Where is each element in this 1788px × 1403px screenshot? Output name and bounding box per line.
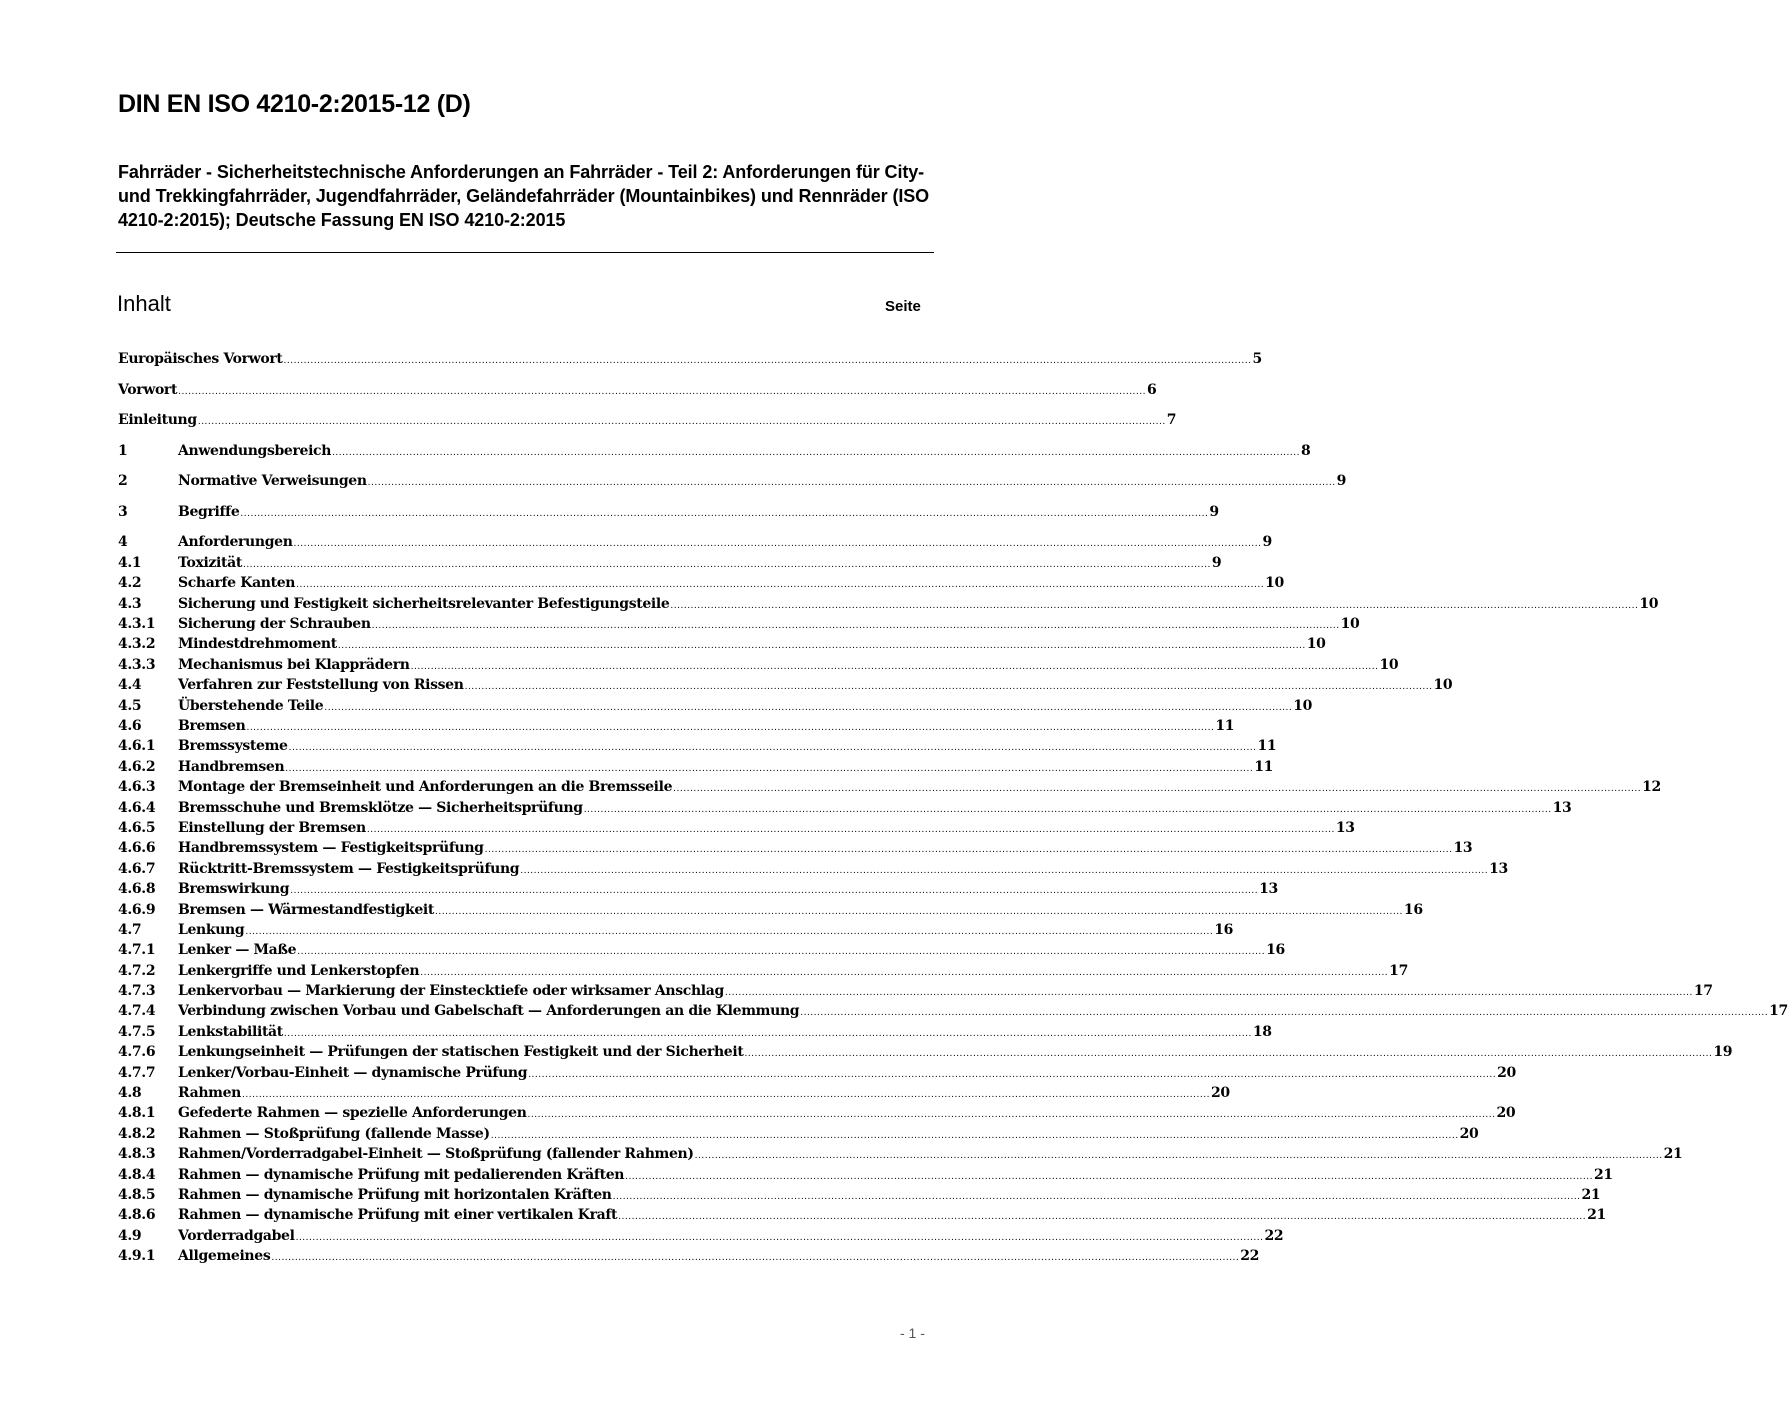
toc-entry-number: 4.7.4 — [118, 1003, 156, 1020]
toc-entry-number: 4.6.7 — [118, 860, 156, 877]
toc-entry-text: Lenker — Maße — [178, 942, 297, 959]
toc-entry-4-7[interactable] — [118, 920, 1234, 940]
dot-leader — [420, 963, 1388, 983]
toc-entry-text: Lenkergriffe und Lenkerstopfen — [178, 962, 420, 979]
toc-entry-vorwort[interactable] — [118, 380, 1157, 400]
toc-entry-text: Toxizität — [178, 554, 242, 571]
dot-leader — [695, 1146, 1663, 1166]
toc-entry-number: 4.7.1 — [118, 942, 156, 959]
toc-entry-4-7-4[interactable] — [118, 1001, 1788, 1021]
toc-entry-text: Einleitung — [118, 412, 197, 429]
toc-entry-page: 22 — [1264, 1227, 1284, 1244]
toc-entry-text: Handbremsen — [178, 758, 285, 775]
dot-leader — [271, 1248, 1239, 1268]
dot-leader — [242, 1085, 1210, 1105]
toc-entry-text: Anwendungsbereich — [178, 442, 332, 459]
toc-entry-text: Scharfe Kanten — [178, 575, 296, 592]
toc-entry-page: 10 — [1379, 656, 1399, 673]
toc-entry-text: Europäisches Vorwort — [118, 351, 283, 367]
toc-entry-text: Bremsen — Wärmestandfestigkeit — [178, 901, 434, 918]
toc-entry-page: 22 — [1240, 1248, 1260, 1265]
toc-entry-page: 20 — [1459, 1125, 1479, 1142]
toc-entry-number: 4.6.2 — [118, 758, 156, 775]
toc-entry-page: 16 — [1403, 901, 1423, 918]
dot-leader — [670, 596, 1638, 616]
toc-entry-number: 4.6.6 — [118, 840, 156, 857]
toc-entry-text: Gefederte Rahmen — spezielle Anforderungen — [178, 1105, 527, 1122]
toc-entry-page: 9 — [1209, 503, 1219, 520]
toc-entry-text: Rücktritt-Bremssystem — Festigkeitsprüfung — [178, 860, 520, 877]
toc-entry-number: 4 — [118, 534, 128, 551]
dot-leader — [243, 555, 1211, 575]
dot-leader — [178, 382, 1146, 402]
toc-entry-page: 11 — [1215, 717, 1235, 734]
toc-entry-number: 4.6.1 — [118, 738, 156, 755]
toc-entry-page: 11 — [1254, 758, 1273, 775]
toc-entry-page: 21 — [1663, 1146, 1683, 1163]
toc-entry-page: 9 — [1211, 554, 1222, 571]
toc-entry-page: 13 — [1453, 840, 1473, 857]
dot-leader — [520, 861, 1488, 881]
toc-entry-page: 16 — [1214, 921, 1234, 938]
toc-entry-number: 4.8.3 — [118, 1146, 156, 1163]
dot-leader — [245, 922, 1213, 942]
dot-leader — [491, 1126, 1459, 1146]
toc-entry-4-4[interactable] — [118, 675, 1453, 695]
toc-entry-text: Rahmen — dynamische Prüfung mit einer vertikalen Kraft — [178, 1207, 618, 1224]
dot-leader — [294, 534, 1262, 554]
toc-entry-text: Mechanismus bei Klapprädern — [178, 656, 410, 673]
toc-entry-number: 4.2 — [118, 575, 142, 592]
toc-entry-4-3-1[interactable] — [118, 614, 1360, 634]
toc-entry-4-2[interactable] — [118, 573, 1284, 593]
dot-leader — [297, 942, 1265, 962]
toc-entry-4-8[interactable] — [118, 1083, 1230, 1103]
toc-entry-text: Normative Verweisungen — [178, 473, 367, 490]
toc-entry-page: 9 — [1262, 534, 1272, 551]
dot-leader — [198, 412, 1166, 432]
dot-leader — [284, 351, 1252, 371]
toc-entry-page: 10 — [1340, 616, 1360, 633]
toc-entry-4-9[interactable] — [118, 1226, 1284, 1246]
dot-leader — [435, 902, 1403, 922]
toc-entry-page: 17 — [1769, 1003, 1788, 1020]
toc-entry-text: Lenkung — [178, 921, 245, 938]
toc-entry-2[interactable] — [118, 471, 1346, 491]
toc-entry-number: 4.6 — [118, 717, 142, 734]
toc-entry-text: Rahmen — dynamische Prüfung mit horizontalen Kräften — [178, 1186, 612, 1203]
toc-entry-number: 4.6.3 — [118, 779, 156, 796]
toc-entry-text: Lenkungseinheit — Prüfungen der statischen Festigkeit und der Sicherheit — [178, 1044, 744, 1061]
toc-entry-number: 1 — [118, 442, 128, 459]
table-of-contents — [118, 349, 1788, 1267]
document-id: DIN EN ISO 4210-2:2015-12 (D) — [118, 90, 471, 118]
dot-leader — [332, 443, 1300, 463]
toc-entry-number: 4.6.9 — [118, 901, 156, 918]
toc-entry-page: 12 — [1642, 779, 1661, 796]
toc-entry-4-9-1[interactable] — [118, 1246, 1260, 1266]
toc-entry-number: 4.6.5 — [118, 819, 156, 836]
dot-leader — [673, 779, 1641, 799]
dot-leader — [613, 1187, 1581, 1207]
toc-entry-4-6-1[interactable] — [118, 736, 1277, 756]
toc-entry-4-7-1[interactable] — [118, 940, 1285, 960]
dot-leader — [246, 718, 1214, 738]
toc-entry-page: 17 — [1693, 983, 1713, 1000]
toc-entry-europaeisches-vorwort[interactable] — [118, 349, 1262, 369]
toc-entry-4-6-3[interactable] — [118, 777, 1661, 797]
toc-entry-3[interactable] — [118, 502, 1219, 522]
dot-leader — [411, 657, 1379, 677]
dot-leader — [528, 1065, 1496, 1085]
page-column-label: Seite — [885, 298, 921, 315]
dot-leader — [465, 677, 1433, 697]
toc-entry-4-6-5[interactable] — [118, 818, 1355, 838]
toc-entry-number: 4.5 — [118, 697, 142, 714]
toc-entry-page: 10 — [1293, 697, 1313, 714]
dot-leader — [285, 759, 1253, 779]
toc-entry-einleitung[interactable] — [118, 410, 1177, 430]
toc-entry-4-3-3[interactable] — [118, 655, 1399, 675]
toc-entry-number: 4.8.2 — [118, 1125, 156, 1142]
toc-entry-text: Handbremssystem — Festigkeitsprüfung — [178, 840, 484, 857]
toc-entry-4-7-2[interactable] — [118, 961, 1408, 981]
toc-entry-text: Montage der Bremseinheit und Anforderungen an die Bremsseile — [178, 779, 673, 796]
toc-entry-text: Lenkervorbau — Markierung der Einstecktiefe oder wirksamer Anschlag — [178, 983, 724, 1000]
toc-heading: Inhalt — [117, 291, 171, 316]
toc-entry-number: 2 — [118, 473, 128, 490]
toc-entry-number: 4.8.1 — [118, 1105, 156, 1122]
toc-entry-page: 13 — [1552, 799, 1572, 816]
toc-entry-number: 3 — [118, 503, 128, 520]
toc-entry-text: Sicherung und Festigkeit sicherheitsrelevanter Befestigungsteile — [178, 595, 670, 612]
dot-leader — [338, 636, 1306, 656]
toc-entry-text: Vorwort — [118, 381, 178, 398]
toc-entry-page: 10 — [1639, 595, 1659, 612]
toc-entry-number: 4.7.7 — [118, 1064, 156, 1081]
toc-entry-1[interactable] — [118, 441, 1311, 461]
toc-entry-number: 4.1 — [118, 554, 142, 571]
toc-entry-4-6-2[interactable] — [118, 757, 1273, 777]
toc-entry-page: 21 — [1581, 1186, 1601, 1203]
toc-entry-number: 4.4 — [118, 677, 142, 694]
dot-leader — [528, 1105, 1496, 1125]
toc-entry-text: Bremsen — [178, 717, 246, 734]
dot-leader — [744, 1044, 1712, 1064]
toc-entry-4-1[interactable] — [118, 553, 1222, 573]
toc-entry-4-8-3[interactable] — [118, 1144, 1683, 1164]
toc-entry-4-8-6[interactable] — [118, 1205, 1606, 1225]
toc-entry-page: 9 — [1336, 473, 1346, 490]
dot-leader — [372, 616, 1340, 636]
toc-entry-text: Rahmen/Vorderradgabel-Einheit — Stoßprüfung (fallender Rahmen) — [178, 1146, 694, 1163]
toc-entry-text: Sicherung der Schrauben — [178, 616, 371, 633]
toc-entry-page: 20 — [1210, 1085, 1230, 1102]
toc-entry-text: Allgemeines — [178, 1248, 271, 1265]
dot-leader — [368, 473, 1336, 493]
toc-entry-text: Bremswirkung — [178, 881, 290, 898]
toc-entry-page: 19 — [1713, 1044, 1733, 1061]
toc-entry-number: 4.8.5 — [118, 1186, 156, 1203]
toc-entry-number: 4.8 — [118, 1085, 142, 1102]
dot-leader — [485, 840, 1453, 860]
dot-leader — [725, 983, 1693, 1003]
toc-entry-4-7-7[interactable] — [118, 1063, 1516, 1083]
toc-entry-number: 4.6.8 — [118, 881, 156, 898]
toc-entry-text: Verfahren zur Feststellung von Rissen — [178, 677, 464, 694]
toc-entry-page: 18 — [1252, 1023, 1272, 1040]
toc-entry-page: 16 — [1266, 942, 1285, 959]
toc-entry-number: 4.8.4 — [118, 1166, 156, 1183]
toc-entry-page: 13 — [1335, 819, 1355, 836]
toc-entry-text: Rahmen — [178, 1085, 242, 1102]
toc-entry-page: 10 — [1433, 677, 1453, 694]
toc-entry-page: 21 — [1594, 1166, 1613, 1183]
toc-entry-page: 20 — [1496, 1105, 1516, 1122]
toc-entry-page: 13 — [1259, 881, 1278, 898]
toc-entry-page: 5 — [1252, 351, 1262, 367]
toc-entry-number: 4.7 — [118, 921, 142, 938]
toc-entry-4-6[interactable] — [118, 716, 1235, 736]
toc-entry-text: Mindestdrehmoment — [178, 636, 337, 653]
toc-entry-number: 4.7.5 — [118, 1023, 156, 1040]
dot-leader — [290, 881, 1258, 901]
toc-entry-page: 8 — [1300, 442, 1311, 459]
dot-leader — [240, 504, 1208, 524]
toc-entry-page: 20 — [1497, 1064, 1516, 1081]
dot-leader — [625, 1167, 1593, 1187]
toc-entry-text: Begriffe — [178, 503, 240, 520]
toc-entry-number: 4.7.2 — [118, 962, 156, 979]
toc-entry-number: 4.3 — [118, 595, 142, 612]
toc-entry-number: 4.6.4 — [118, 799, 156, 816]
toc-entry-text: Lenkstabilität — [178, 1023, 283, 1040]
document-title: Fahrräder - Sicherheitstechnische Anforderungen an Fahrräder - Teil 2: Anforderungen für City- und Trekkingfahrräder, Jugendfahrräder, Geländefahrräder (Mountainbikes) und Rennräder (ISO 4210-2:2015); Deutsche Fassung EN ISO 4210-2:2015 — [118, 162, 930, 230]
toc-entry-4-6-8[interactable] — [118, 879, 1278, 899]
dot-leader — [367, 820, 1335, 840]
toc-entry-number: 4.7.3 — [118, 983, 156, 1000]
toc-entry-4-8-4[interactable] — [118, 1165, 1613, 1185]
toc-entry-4-7-5[interactable] — [118, 1022, 1272, 1042]
toc-entry-4-8-1[interactable] — [118, 1103, 1516, 1123]
toc-entry-number: 4.3.3 — [118, 656, 156, 673]
toc-entry-4-7-3[interactable] — [118, 981, 1713, 1001]
toc-entry-page: 7 — [1166, 412, 1177, 429]
toc-entry-page: 11 — [1257, 738, 1277, 755]
toc-entry-page: 10 — [1265, 575, 1284, 592]
dot-leader — [296, 575, 1264, 595]
toc-entry-number: 4.3.1 — [118, 616, 156, 633]
dot-leader — [618, 1207, 1586, 1227]
toc-entry-page: 17 — [1389, 962, 1408, 979]
toc-entry-4-8-2[interactable] — [118, 1124, 1479, 1144]
toc-entry-number: 4.3.2 — [118, 636, 156, 653]
toc-entry-page: 21 — [1587, 1207, 1606, 1224]
toc-entry-page: 10 — [1306, 636, 1326, 653]
dot-leader — [324, 698, 1292, 718]
dot-leader — [296, 1228, 1264, 1248]
toc-entry-4-5[interactable] — [118, 696, 1313, 716]
toc-entry-text: Überstehende Teile — [178, 697, 324, 714]
toc-entry-text: Anforderungen — [178, 534, 293, 551]
dot-leader — [284, 1024, 1252, 1044]
dot-leader — [584, 800, 1552, 820]
toc-entry-text: Verbindung zwischen Vorbau und Gabelschaft — Anforderungen an die Klemmung — [178, 1003, 800, 1020]
toc-entry-text: Einstellung der Bremsen — [178, 819, 366, 836]
toc-entry-4-6-9[interactable] — [118, 900, 1423, 920]
toc-entry-text: Lenker/Vorbau-Einheit — dynamische Prüfung — [178, 1064, 528, 1081]
toc-entry-page: 13 — [1489, 860, 1508, 877]
toc-entry-number: 4.9.1 — [118, 1248, 156, 1265]
toc-entry-number: 4.7.6 — [118, 1044, 156, 1061]
toc-entry-4-6-6[interactable] — [118, 838, 1473, 858]
toc-entry-text: Bremssysteme — [178, 738, 288, 755]
toc-entry-4-6-4[interactable] — [118, 798, 1572, 818]
toc-entry-4[interactable] — [118, 532, 1272, 552]
page-number: - 1 - — [900, 1325, 925, 1341]
toc-entry-text: Bremsschuhe und Bremsklötze — Sicherheitsprüfung — [178, 799, 583, 816]
toc-entry-text: Rahmen — Stoßprüfung (fallende Masse) — [178, 1125, 490, 1142]
toc-entry-page: 6 — [1147, 381, 1157, 398]
toc-entry-4-3-2[interactable] — [118, 634, 1326, 654]
dot-leader — [289, 738, 1257, 758]
toc-entry-text: Rahmen — dynamische Prüfung mit pedalierenden Kräften — [178, 1166, 625, 1183]
toc-entry-text: Vorderradgabel — [178, 1227, 295, 1244]
toc-entry-4-6-7[interactable] — [118, 859, 1508, 879]
toc-entry-4-7-6[interactable] — [118, 1042, 1733, 1062]
toc-entry-4-8-5[interactable] — [118, 1185, 1601, 1205]
toc-entry-4-3[interactable] — [118, 594, 1659, 614]
toc-entry-number: 4.9 — [118, 1227, 142, 1244]
dot-leader — [800, 1003, 1768, 1023]
title-divider — [116, 252, 934, 253]
toc-entry-number: 4.8.6 — [118, 1207, 156, 1224]
